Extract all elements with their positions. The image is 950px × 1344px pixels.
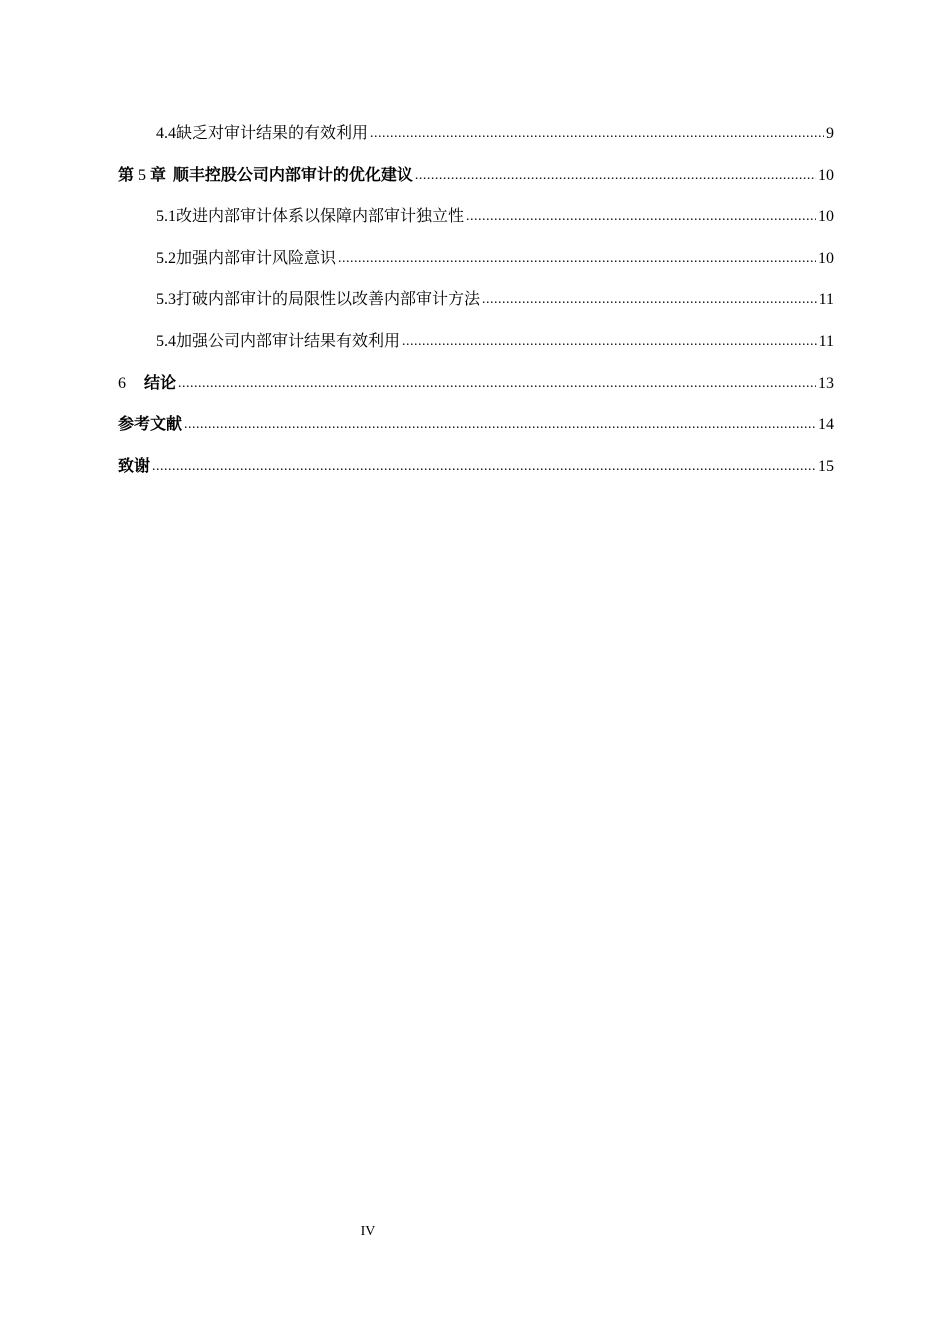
toc-entry-page: 14 <box>818 416 834 434</box>
toc-entry-title: 加强公司内部审计结果有效利用 <box>176 330 401 350</box>
toc-entry-title: 打破内部审计的局限性以改善内部审计方法 <box>176 289 481 309</box>
toc-entry-number: 第 5 章 <box>118 164 167 184</box>
toc-entry-title: 改进内部审计体系以保障内部审计独立性 <box>176 206 465 226</box>
toc-dot-leader <box>466 196 816 238</box>
toc-entry-page: 15 <box>818 457 834 475</box>
toc-entry-number: 4.4 <box>156 125 176 142</box>
toc-dot-leader <box>402 321 817 363</box>
toc-entry-number: 5.2 <box>156 249 176 267</box>
toc-entry-references[interactable] <box>118 403 834 445</box>
toc-entry-page: 11 <box>818 291 834 309</box>
toc-dot-leader <box>415 155 816 197</box>
toc-entry-5-1[interactable] <box>118 195 834 237</box>
toc-entry-number: 5.1 <box>156 208 176 226</box>
toc-entry-title: 缺乏对审计结果的有效利用 <box>176 123 369 142</box>
toc-dot-leader <box>178 363 816 405</box>
toc-entry-title: 加强内部审计风险意识 <box>176 247 337 267</box>
toc-entry-page: 10 <box>818 166 834 184</box>
toc-entry-5-4[interactable] <box>118 320 834 362</box>
toc-dot-leader <box>370 113 824 155</box>
toc-entry-page: 9 <box>826 125 834 142</box>
page-number-footer: IV <box>360 1224 376 1239</box>
toc-entry-5-3[interactable] <box>118 278 834 320</box>
toc-entry-page: 11 <box>818 332 834 350</box>
toc-entry-chapter-5[interactable] <box>118 154 834 196</box>
toc-entry-title: 顺丰控股公司内部审计的优化建议 <box>172 164 413 184</box>
table-of-contents <box>118 112 834 486</box>
toc-entry-chapter-6[interactable] <box>118 362 834 404</box>
toc-entry-number: 6 <box>118 374 126 392</box>
toc-entry-title: 结论 <box>144 372 177 392</box>
toc-dot-leader <box>152 446 816 488</box>
toc-dot-leader <box>184 404 816 446</box>
toc-entry-5-2[interactable] <box>118 237 834 279</box>
toc-entry-title: 致谢 <box>118 455 151 475</box>
toc-entry-page: 10 <box>818 208 834 226</box>
toc-entry-page: 10 <box>818 249 834 267</box>
toc-entry-number: 5.3 <box>156 291 176 309</box>
toc-entry-page: 13 <box>818 374 834 392</box>
toc-entry-acknowledgements[interactable] <box>118 445 834 487</box>
toc-entry-number: 5.4 <box>156 332 176 350</box>
toc-dot-leader <box>338 238 816 280</box>
toc-entry-4-4[interactable] <box>118 112 834 154</box>
toc-entry-title: 参考文献 <box>118 414 183 434</box>
toc-dot-leader <box>482 279 817 321</box>
